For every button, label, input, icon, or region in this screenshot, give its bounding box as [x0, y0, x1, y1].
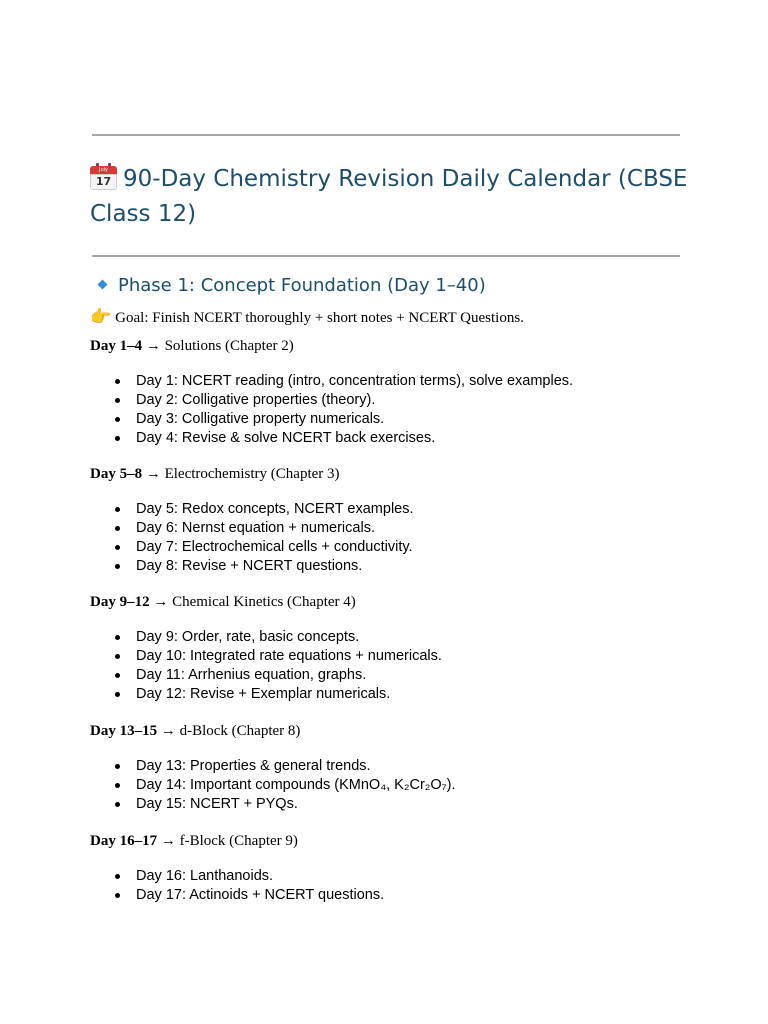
bullet-icon [115, 874, 120, 879]
section-topic: → f-Block (Chapter 9) [157, 833, 298, 849]
section-electrochemistry [90, 463, 690, 576]
list-item [90, 685, 690, 704]
list-item [90, 391, 690, 410]
bullet-icon [115, 436, 120, 441]
section-heading [90, 335, 690, 357]
section-days: Day 13–15 [90, 723, 158, 739]
section-heading [90, 591, 690, 613]
section-topic: → d-Block (Chapter 8) [157, 723, 301, 739]
phase-heading-text: Phase 1: Concept Foundation (Day 1–40) [118, 275, 486, 296]
bullet-icon [115, 654, 120, 659]
bullet-icon [115, 893, 120, 898]
blue-diamond-icon [98, 280, 108, 290]
bullet-icon [115, 783, 120, 788]
day-list [90, 757, 690, 814]
section-d-block [90, 720, 690, 814]
bullet-icon [115, 507, 120, 512]
bullet-icon [115, 802, 120, 807]
section-days: Day 1–4 [90, 338, 143, 354]
list-item [90, 429, 690, 448]
list-item-text: Day 4: Revise & solve NCERT back exercises. [136, 430, 436, 446]
section-heading [90, 830, 690, 852]
bullet-icon [115, 764, 120, 769]
list-item [90, 647, 690, 666]
pointing-hand-icon: 👉 [90, 307, 112, 327]
goal-text: Goal: Finish NCERT thoroughly + short notes + NCERT Questions. [115, 310, 524, 326]
list-item-text: Day 17: Actinoids + NCERT questions. [136, 887, 385, 903]
list-item [90, 666, 690, 685]
section-heading [90, 463, 690, 485]
horizontal-rule-middle [92, 255, 680, 257]
list-item-text: Day 2: Colligative properties (theory). [136, 392, 376, 408]
list-item [90, 776, 690, 795]
list-item-text: Day 3: Colligative property numericals. [136, 411, 385, 427]
list-item-text: Day 8: Revise + NCERT questions. [136, 558, 363, 574]
section-solutions [90, 335, 690, 448]
bullet-icon [115, 692, 120, 697]
calendar-day-label: 17 [90, 174, 117, 190]
section-f-block [90, 830, 690, 905]
calendar-month-label: July [99, 167, 108, 173]
list-item-text: Day 10: Integrated rate equations + numericals. [136, 648, 442, 664]
bullet-icon [115, 635, 120, 640]
section-heading [90, 720, 690, 742]
section-topic: → Chemical Kinetics (Chapter 4) [149, 594, 356, 610]
list-item [90, 628, 690, 647]
section-chemical-kinetics [90, 591, 690, 704]
list-item-text: Day 13: Properties & general trends. [136, 758, 371, 774]
list-item-text: Day 5: Redox concepts, NCERT examples. [136, 501, 414, 517]
bullet-icon [115, 564, 120, 569]
bullet-icon [115, 417, 120, 422]
section-topic: → Solutions (Chapter 2) [142, 338, 294, 354]
list-item [90, 757, 690, 776]
bullet-icon [115, 379, 120, 384]
horizontal-rule-top [92, 134, 680, 136]
list-item [90, 372, 690, 391]
page-title-text: 90-Day Chemistry Revision Daily Calendar (CBSE Class 12) [90, 166, 688, 227]
list-item [90, 867, 690, 886]
page-title [90, 162, 690, 232]
list-item [90, 795, 690, 814]
section-days: Day 16–17 [90, 833, 158, 849]
bullet-icon [115, 526, 120, 531]
day-list [90, 628, 690, 704]
day-list [90, 372, 690, 448]
list-item [90, 557, 690, 576]
section-topic: → Electrochemistry (Chapter 3) [142, 466, 340, 482]
list-item [90, 538, 690, 557]
list-item [90, 886, 690, 905]
list-item [90, 519, 690, 538]
list-item-text: Day 16: Lanthanoids. [136, 868, 274, 884]
list-item-text: Day 9: Order, rate, basic concepts. [136, 629, 360, 645]
goal-line [90, 306, 524, 329]
bullet-icon [115, 673, 120, 678]
bullet-icon [115, 545, 120, 550]
list-item-text: Day 1: NCERT reading (intro, concentration terms), solve examples. [136, 373, 574, 389]
list-item-text: Day 14: Important compounds (KMnO₄, K₂Cr₂O₇). [136, 777, 456, 793]
calendar-icon [90, 163, 117, 190]
bullet-icon [115, 398, 120, 403]
list-item-text: Day 6: Nernst equation + numericals. [136, 520, 375, 536]
list-item-text: Day 15: NCERT + PYQs. [136, 796, 298, 812]
section-days: Day 5–8 [90, 466, 143, 482]
phase-heading [97, 273, 486, 299]
section-days: Day 9–12 [90, 594, 150, 610]
list-item-text: Day 7: Electrochemical cells + conductivity. [136, 539, 413, 555]
list-item [90, 500, 690, 519]
day-list [90, 500, 690, 576]
list-item-text: Day 12: Revise + Exemplar numericals. [136, 686, 391, 702]
list-item [90, 410, 690, 429]
list-item-text: Day 11: Arrhenius equation, graphs. [136, 667, 367, 683]
day-list [90, 867, 690, 905]
